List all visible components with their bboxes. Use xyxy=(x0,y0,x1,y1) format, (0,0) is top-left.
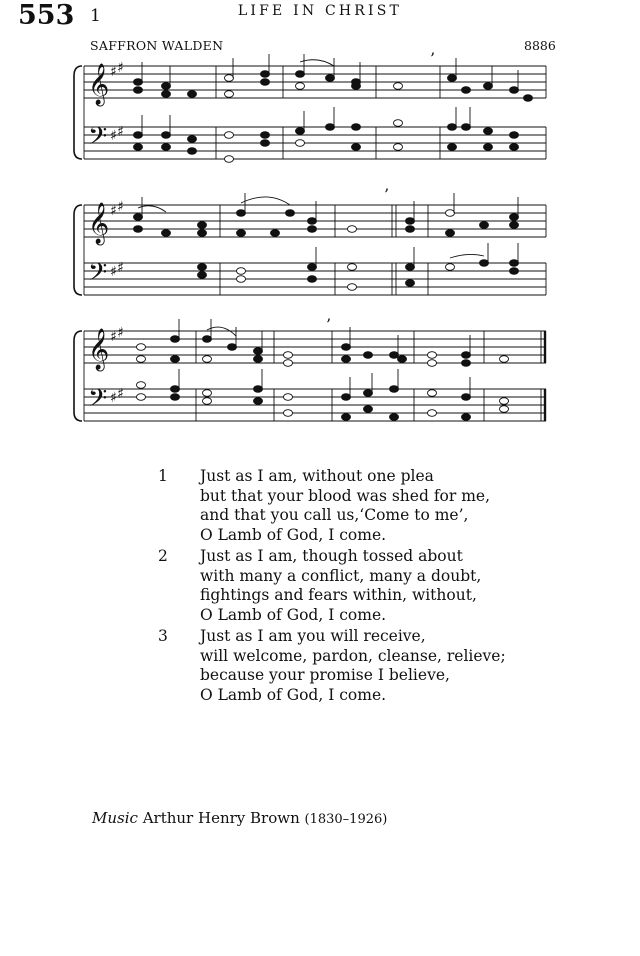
verse-line: because your promise I believe, xyxy=(200,666,450,685)
music-score xyxy=(0,0,640,440)
svg-text:♯: ♯ xyxy=(117,60,124,76)
svg-text:♯: ♯ xyxy=(117,199,124,215)
tune-name: SAFFRON WALDEN xyxy=(90,38,224,53)
svg-text:♯: ♯ xyxy=(110,264,117,280)
verse-line: O Lamb of God, I come. xyxy=(200,605,387,624)
svg-text:♯: ♯ xyxy=(110,390,117,406)
svg-text:♯: ♯ xyxy=(117,386,124,402)
system-1-clefs xyxy=(88,60,124,157)
verse-number: 3 xyxy=(158,627,168,645)
system-2-notes xyxy=(134,185,519,290)
verse-line: with many a conflict, many a doubt, xyxy=(200,566,482,585)
svg-text:♯: ♯ xyxy=(110,64,117,80)
svg-text:𝄢: 𝄢 xyxy=(88,384,108,419)
svg-text:𝄞: 𝄞 xyxy=(88,329,110,370)
svg-text:♯: ♯ xyxy=(117,260,124,276)
composer-dates: (1830–1926) xyxy=(304,812,388,827)
svg-text:♯: ♯ xyxy=(110,329,117,345)
music-credit xyxy=(92,809,387,827)
svg-text:♯: ♯ xyxy=(117,325,124,341)
tune-version: 1 xyxy=(90,6,101,26)
verse-line: but that your blood was shed for me, xyxy=(200,486,491,505)
verse-number: 2 xyxy=(158,547,168,565)
verse-line: O Lamb of God, I come. xyxy=(200,525,387,544)
meter: 8886 xyxy=(524,38,556,53)
running-head: LIFE IN CHRIST xyxy=(237,3,403,19)
svg-text:𝄢: 𝄢 xyxy=(88,258,108,293)
composer-name: Arthur Henry Brown xyxy=(142,809,300,827)
system-1 xyxy=(74,66,546,159)
hymn-number: 553 xyxy=(18,0,75,31)
svg-text:𝄞: 𝄞 xyxy=(88,203,110,244)
credit-label: Music xyxy=(92,809,138,827)
svg-text:’: ’ xyxy=(326,315,332,334)
svg-text:𝄢: 𝄢 xyxy=(88,122,108,157)
verse-line: Just as I am, without one plea xyxy=(200,467,434,485)
verse-number: 1 xyxy=(158,467,168,485)
verse-line: will welcome, pardon, cleanse, relieve; xyxy=(200,646,506,665)
svg-text:♯: ♯ xyxy=(110,203,117,219)
svg-text:♯: ♯ xyxy=(110,128,117,144)
system-3 xyxy=(74,331,546,421)
verse-line: and that you call us,‘Come to me’, xyxy=(200,506,469,525)
verse-line: Just as I am, though tossed about xyxy=(200,547,463,565)
svg-text:𝄞: 𝄞 xyxy=(88,64,110,105)
verse-line: fightings and fears within, without, xyxy=(200,586,477,605)
svg-text:♯: ♯ xyxy=(117,124,124,140)
verse-line: Just as I am you will receive, xyxy=(200,627,426,645)
verse-line: O Lamb of God, I come. xyxy=(200,685,387,704)
svg-text:’: ’ xyxy=(430,49,436,68)
svg-text:’: ’ xyxy=(384,185,390,204)
